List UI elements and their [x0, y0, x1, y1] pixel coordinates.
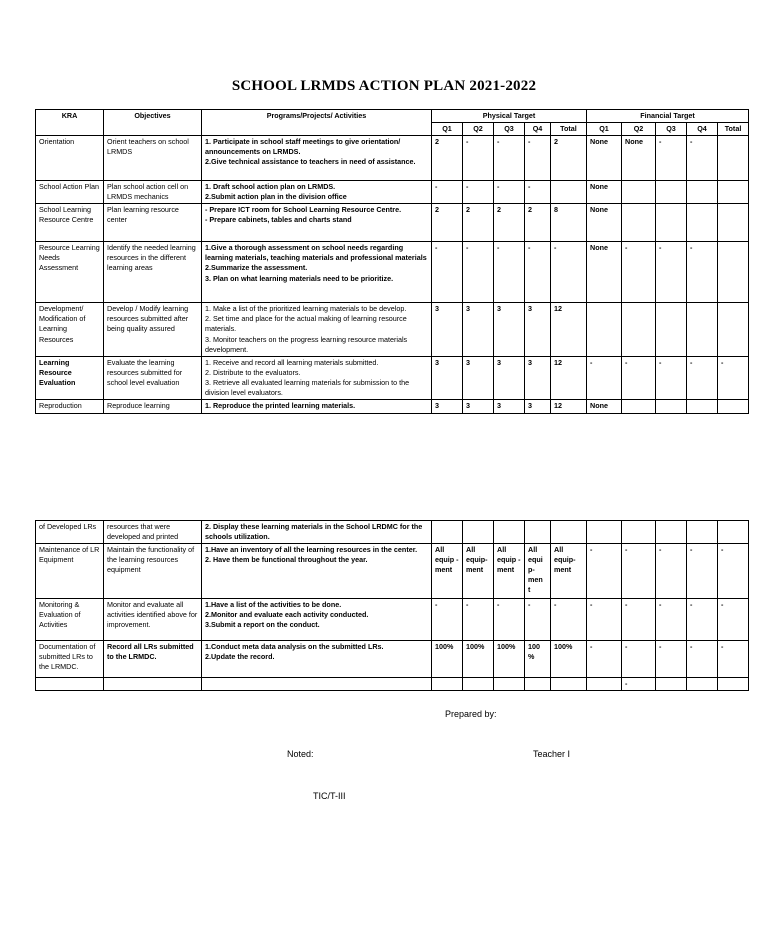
header-physical-target: Physical Target [432, 110, 587, 123]
financial-target-cell: None [587, 400, 622, 414]
physical-target-cell: - [494, 242, 525, 303]
financial-target-cell: None [587, 204, 622, 242]
header-q3: Q3 [656, 123, 687, 136]
physical-target-cell: - [432, 599, 463, 641]
financial-target-cell: - [656, 599, 687, 641]
page-title: SCHOOL LRMDS ACTION PLAN 2021-2022 [231, 78, 537, 94]
physical-target-cell: 2 [463, 204, 494, 242]
kra-cell: Learning Resource Evaluation [36, 356, 104, 399]
physical-target-cell: 100% [432, 641, 463, 678]
physical-target-cell: 3 [432, 303, 463, 356]
physical-target-cell [551, 521, 587, 544]
teacher-label: Teacher I [533, 749, 571, 759]
physical-target-cell: 2 [432, 136, 463, 181]
physical-target-cell [525, 678, 551, 691]
activity-line: 1. Draft school action plan on LRMDS. [205, 182, 336, 192]
financial-target-cell: - [656, 136, 687, 181]
financial-target-cell [687, 181, 718, 204]
financial-target-cell [718, 181, 749, 204]
action-plan-table-continued [35, 520, 749, 691]
table-row [36, 641, 749, 678]
physical-target-cell: 8 [551, 204, 587, 242]
physical-target-cell: 2 [551, 136, 587, 181]
financial-target-cell [687, 521, 718, 544]
financial-target-cell [587, 521, 622, 544]
header-q1: Q1 [587, 123, 622, 136]
financial-target-cell [687, 303, 718, 356]
activity-line: 2.Summarize the assessment. [205, 263, 308, 273]
activities-cell [202, 181, 432, 204]
activities-cell [202, 356, 432, 399]
objective-cell: Evaluate the learning resources submitted for school level evaluation [104, 356, 202, 399]
physical-target-cell: - [525, 599, 551, 641]
physical-target-cell: 100% [551, 641, 587, 678]
activities-cell [202, 303, 432, 356]
activity-line: 1.Give a thorough assessment on school needs regarding learning materials, teaching materials and professional materials [205, 243, 427, 263]
physical-target-cell: - [463, 242, 494, 303]
financial-target-cell [718, 303, 749, 356]
physical-target-cell: - [551, 599, 587, 641]
header-q4: Q4 [687, 123, 718, 136]
physical-target-cell: All equip-ment [551, 544, 587, 599]
header-q4: Q4 [525, 123, 551, 136]
table-row [36, 521, 749, 544]
financial-target-cell [622, 204, 656, 242]
activity-line: 2.Monitor and evaluate each activity conducted. [205, 610, 369, 620]
physical-target-cell: - [432, 181, 463, 204]
activities-cell [202, 599, 432, 641]
activities-cell [202, 204, 432, 242]
financial-target-cell: - [656, 242, 687, 303]
activity-line: 1.Have an inventory of all the learning resources in the center. [205, 545, 418, 555]
header-q2: Q2 [463, 123, 494, 136]
header-q1: Q1 [432, 123, 463, 136]
financial-target-cell [656, 678, 687, 691]
objective-cell: Develop / Modify learning resources submitted after being quality assured [104, 303, 202, 356]
activity-line: - Prepare ICT room for School Learning Resource Centre. [205, 205, 402, 215]
financial-target-cell: - [687, 544, 718, 599]
kra-cell: School Action Plan [36, 181, 104, 204]
physical-target-cell: 3 [494, 303, 525, 356]
financial-target-cell [718, 242, 749, 303]
header-total: Total [551, 123, 587, 136]
financial-target-cell [718, 521, 749, 544]
table-row [36, 181, 749, 204]
financial-target-cell: None [587, 136, 622, 181]
prepared-by-label: Prepared by: [445, 709, 497, 719]
financial-target-cell: - [587, 599, 622, 641]
financial-target-cell: - [587, 641, 622, 678]
activity-line: 1. Participate in school staff meetings to give orientation/ announcements on LRMDS. [205, 137, 401, 157]
financial-target-cell: - [622, 599, 656, 641]
physical-target-cell: 3 [463, 356, 494, 399]
activity-line: 1. Receive and record all learning materials submitted. [205, 357, 379, 367]
financial-target-cell: - [718, 599, 749, 641]
physical-target-cell: 3 [463, 400, 494, 414]
financial-target-cell: - [656, 356, 687, 399]
header-kra: KRA [36, 110, 104, 136]
table-row [36, 242, 749, 303]
financial-target-cell: None [587, 242, 622, 303]
physical-target-cell: - [525, 242, 551, 303]
financial-target-cell [718, 136, 749, 181]
physical-target-cell: - [551, 242, 587, 303]
physical-target-cell: 3 [494, 400, 525, 414]
financial-target-cell [656, 303, 687, 356]
kra-cell: Resource Learning Needs Assessment [36, 242, 104, 303]
financial-target-cell [656, 521, 687, 544]
physical-target-cell [463, 521, 494, 544]
activity-line: 2.Give technical assistance to teachers in need of assistance. [205, 157, 416, 167]
objective-cell: resources that were developed and printed [104, 521, 202, 544]
objective-cell: Reproduce learning [104, 400, 202, 414]
physical-target-cell: All equip - ment [432, 544, 463, 599]
financial-target-cell: - [622, 544, 656, 599]
kra-cell [36, 678, 104, 691]
activity-line: - Prepare cabinets, tables and charts stand [205, 215, 352, 225]
physical-target-cell: 3 [432, 400, 463, 414]
physical-target-cell: 12 [551, 400, 587, 414]
activity-line: 1. Reproduce the printed learning materials. [205, 401, 356, 411]
header-programs: Programs/Projects/ Activities [202, 110, 432, 136]
objective-cell: Record all LRs submitted to the LRMDC. [104, 641, 202, 678]
objective-cell: Monitor and evaluate all activities identified above for improvement. [104, 599, 202, 641]
physical-target-cell: All equip-ment [463, 544, 494, 599]
header-objectives: Objectives [104, 110, 202, 136]
financial-target-cell: - [587, 544, 622, 599]
financial-target-cell: - [687, 136, 718, 181]
header-q2: Q2 [622, 123, 656, 136]
physical-target-cell: - [494, 599, 525, 641]
objective-cell: Plan learning resource center [104, 204, 202, 242]
financial-target-cell: - [687, 641, 718, 678]
activity-line: 1.Have a list of the activities to be done. [205, 600, 342, 610]
physical-target-cell [551, 181, 587, 204]
table-row [36, 303, 749, 356]
activities-cell [202, 678, 432, 691]
financial-target-cell [622, 400, 656, 414]
header-row [36, 110, 749, 123]
financial-target-cell [622, 521, 656, 544]
physical-target-cell [463, 678, 494, 691]
physical-target-cell: - [463, 136, 494, 181]
objective-cell: Plan school action cell on LRMDS mechanics [104, 181, 202, 204]
table-row [36, 136, 749, 181]
action-plan-table [35, 109, 749, 414]
activities-cell [202, 400, 432, 414]
table-row [36, 678, 749, 691]
financial-target-cell [687, 678, 718, 691]
table-row [36, 544, 749, 599]
physical-target-cell: 100% [494, 641, 525, 678]
kra-cell: Maintenance of LR Equipment [36, 544, 104, 599]
kra-cell: Orientation [36, 136, 104, 181]
objective-cell: Maintain the functionality of the learning resources equipment [104, 544, 202, 599]
activity-line: 1.Conduct meta data analysis on the submitted LRs. [205, 642, 384, 652]
physical-target-cell: 3 [463, 303, 494, 356]
activity-line: 2.Submit action plan in the division office [205, 192, 347, 202]
activity-line: 2. Set time and place for the actual making of learning resource materials. [205, 314, 407, 334]
financial-target-cell: None [587, 181, 622, 204]
activity-line: 2. Display these learning materials in the School LRDMC for the schools utilization. [205, 522, 423, 542]
financial-target-cell: - [687, 356, 718, 399]
table-row [36, 400, 749, 414]
financial-target-cell [587, 303, 622, 356]
activities-cell [202, 544, 432, 599]
financial-target-cell [622, 181, 656, 204]
physical-target-cell: 100% [463, 641, 494, 678]
table-row [36, 356, 749, 399]
physical-target-cell: 3 [432, 356, 463, 399]
activities-cell [202, 641, 432, 678]
financial-target-cell: - [622, 678, 656, 691]
financial-target-cell [587, 678, 622, 691]
activity-line: 2. Distribute to the evaluators. [205, 367, 301, 377]
activity-line: 2. Have them be functional throughout the year. [205, 555, 368, 565]
activity-line: 2.Update the record. [205, 652, 275, 662]
activity-line: 1. Make a list of the prioritized learning materials to be develop. [205, 304, 407, 314]
financial-target-cell: - [718, 544, 749, 599]
physical-target-cell: 3 [525, 303, 551, 356]
header-q3: Q3 [494, 123, 525, 136]
objective-cell: Identify the needed learning resources in the different learning areas [104, 242, 202, 303]
physical-target-cell: All equip - ment [494, 544, 525, 599]
physical-target-cell: 2 [494, 204, 525, 242]
kra-cell: of Developed LRs [36, 521, 104, 544]
physical-target-cell: 12 [551, 356, 587, 399]
financial-target-cell: None [622, 136, 656, 181]
kra-cell: School Learning Resource Centre [36, 204, 104, 242]
financial-target-cell [656, 204, 687, 242]
physical-target-cell: - [432, 242, 463, 303]
physical-target-cell: - [494, 136, 525, 181]
physical-target-cell: 3 [525, 356, 551, 399]
financial-target-cell: - [718, 356, 749, 399]
financial-target-cell [718, 400, 749, 414]
kra-cell: Documentation of submitted LRs to the LRMDC. [36, 641, 104, 678]
kra-cell: Reproduction [36, 400, 104, 414]
financial-target-cell: - [622, 356, 656, 399]
financial-target-cell [622, 303, 656, 356]
physical-target-cell [551, 678, 587, 691]
physical-target-cell: - [494, 181, 525, 204]
physical-target-cell: - [463, 181, 494, 204]
financial-target-cell: - [656, 544, 687, 599]
financial-target-cell [687, 204, 718, 242]
activity-line: 3.Submit a report on the conduct. [205, 620, 320, 630]
financial-target-cell [656, 181, 687, 204]
activity-line: 3. Retrieve all evaluated learning materials for submission to the division level evaluators. [205, 377, 410, 397]
financial-target-cell: - [622, 641, 656, 678]
financial-target-cell: - [656, 641, 687, 678]
activities-cell [202, 242, 432, 303]
physical-target-cell [432, 678, 463, 691]
objective-cell [104, 678, 202, 691]
financial-target-cell [718, 204, 749, 242]
header-total: Total [718, 123, 749, 136]
physical-target-cell: All equi p-men t [525, 544, 551, 599]
activities-cell [202, 136, 432, 181]
financial-target-cell: - [622, 242, 656, 303]
activities-cell [202, 521, 432, 544]
physical-target-cell [494, 678, 525, 691]
table-row [36, 599, 749, 641]
header-financial-target: Financial Target [587, 110, 749, 123]
physical-target-cell: - [525, 136, 551, 181]
physical-target-cell: - [525, 181, 551, 204]
physical-target-cell: 2 [432, 204, 463, 242]
financial-target-cell [656, 400, 687, 414]
physical-target-cell [432, 521, 463, 544]
kra-cell: Monitoring & Evaluation of Activities [36, 599, 104, 641]
kra-cell: Development/ Modification of Learning Resources [36, 303, 104, 356]
activity-line: 3. Plan on what learning materials need to be prioritize. [205, 273, 394, 283]
financial-target-cell: - [587, 356, 622, 399]
physical-target-cell: 3 [525, 400, 551, 414]
financial-target-cell [718, 678, 749, 691]
physical-target-cell [525, 521, 551, 544]
physical-target-cell: 12 [551, 303, 587, 356]
financial-target-cell: - [687, 599, 718, 641]
physical-target-cell: 100 % [525, 641, 551, 678]
physical-target-cell: - [463, 599, 494, 641]
physical-target-cell: 2 [525, 204, 551, 242]
financial-target-cell: - [687, 242, 718, 303]
financial-target-cell: - [718, 641, 749, 678]
physical-target-cell: 3 [494, 356, 525, 399]
activity-line: 3. Monitor teachers on the progress learning resource materials development. [205, 334, 408, 354]
table-row [36, 204, 749, 242]
noted-label: Noted: [287, 749, 314, 759]
physical-target-cell [494, 521, 525, 544]
financial-target-cell [687, 400, 718, 414]
objective-cell: Orient teachers on school LRMDS [104, 136, 202, 181]
tic-label: TIC/T-III [313, 791, 346, 801]
